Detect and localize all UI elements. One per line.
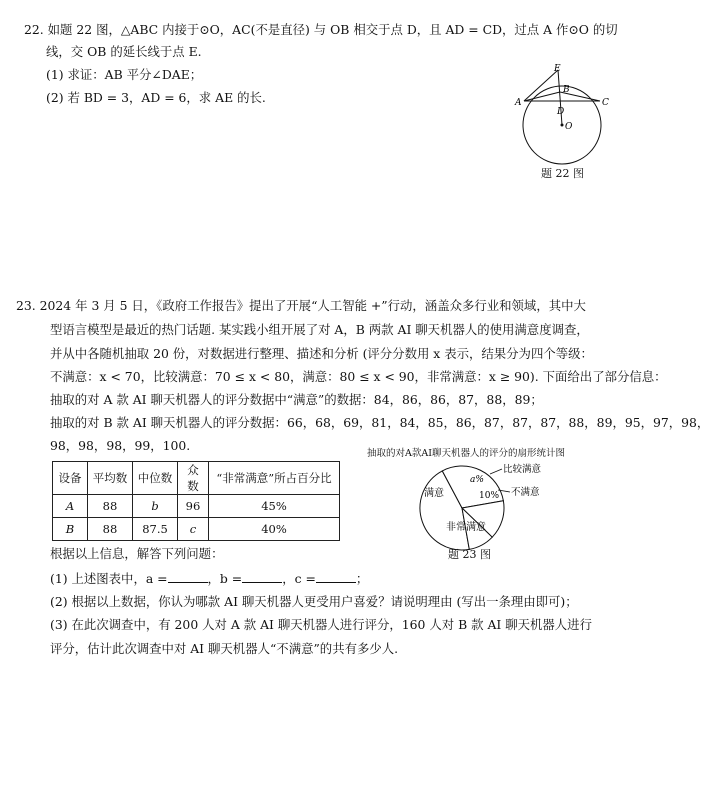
q22-line-1: 22. 如题 22 图，△ABC 内接于⊙O，AC(不是直径) 与 OB 相交于点 D，且 AD = CD，过点 A 作⊙O 的切 (24, 22, 618, 37)
table-header-row (53, 462, 340, 495)
q23-caption: 题 23 图 (448, 548, 491, 561)
q23-part-2: (2) 根据以上数据，你认为哪款 AI 聊天机器人更受用户喜爱？请说明理由 (写出一条理由即可)； (50, 594, 578, 609)
pie-label-unsatisfied: 不满意 (511, 487, 540, 498)
table-row (53, 495, 340, 518)
label-d: D (557, 107, 565, 117)
pie-label-satisfied: 满意 (424, 488, 444, 499)
th-device: 设备 (53, 462, 88, 495)
q23-part-3: (3) 在此次调查中，有 200 人对 A 款 AI 聊天机器人进行评分，160 人对 B 款 AI 聊天机器人进行 (50, 617, 592, 632)
q23-part-3-cont: 评分，估计此次调查中对 AI 聊天机器人“不满意”的共有多少人. (50, 641, 399, 656)
q23-line-2: 型语言模型是最近的热门话题. 某实践小组开展了对 A，B 两款 AI 聊天机器人的使用满意度调查， (50, 322, 589, 337)
cell-mode-a: 96 (178, 495, 209, 518)
th-median: 中位数 (133, 462, 178, 495)
pie-label-a-pct: a% (470, 475, 484, 485)
th-mode: 众数 (178, 462, 209, 495)
q22-line-2: 线，交 OB 的延长线于点 E. (46, 44, 202, 59)
th-very-satisfied-pct: “非常满意”所占百分比 (209, 462, 340, 495)
q22-part-2: (2) 若 BD = 3，AD = 6，求 AE 的长. (46, 90, 266, 105)
q23-line-5: 抽取的对 A 款 AI 聊天机器人的评分数据中“满意”的数据：84，86，86，87，88，89； (50, 392, 543, 407)
cell-device-b: B (53, 518, 88, 541)
q22-part-1: (1) 求证：AB 平分∠DAE； (46, 67, 203, 82)
label-b: B (563, 85, 570, 95)
q23-intro: 根据以上信息，解答下列问题： (50, 546, 224, 561)
cell-pct-b: 40% (209, 518, 340, 541)
q22-geometry-figure (510, 60, 615, 172)
cell-median-b: 87.5 (133, 518, 178, 541)
pie-label-ten-pct: 10% (479, 491, 500, 501)
th-mean: 平均数 (88, 462, 133, 495)
stats-table (52, 461, 340, 541)
cell-mode-b: c (178, 518, 209, 541)
pie-label-fairly: 比较满意 (503, 464, 542, 475)
q23-line-4: 不满意：x < 70，比较满意：70 ≤ x < 80，满意：80 ≤ x < 90，非常满意：x ≥ 90). 下面给出了部分信息： (50, 369, 667, 384)
cell-mean-b: 88 (88, 518, 133, 541)
cell-median-a: b (133, 495, 178, 518)
q23-line-7: 98，98，98，99，100. (50, 438, 191, 453)
label-c: C (602, 98, 609, 108)
q23-line-6: 抽取的对 B 款 AI 聊天机器人的评分数据：66，68，69，81，84，85，86，87，87，87，88，89，95，97，98， (50, 415, 709, 430)
cell-mean-a: 88 (88, 495, 133, 518)
label-e: E (554, 64, 561, 74)
label-o: O (565, 122, 573, 132)
q22-caption: 题 22 图 (541, 167, 584, 180)
cell-device-a: A (53, 495, 88, 518)
pie-title: 抽取的对A款AI聊天机器人的评分的扇形统计图 (367, 448, 565, 459)
q23-line-3: 并从中各随机抽取 20 份，对数据进行整理、描述和分析 (评分分数用 x 表示，结果分为四个等级： (50, 346, 593, 361)
pie-label-very-satisfied: 非常满意 (446, 522, 486, 533)
label-a: A (515, 98, 522, 108)
q23-line-1: 23. 2024 年 3 月 5 日，《政府工作报告》提出了开展“人工智能 +”行动，涵盖众多行业和领域，其中大 (16, 298, 586, 313)
pie-chart (410, 460, 610, 560)
q23-part-1: (1) 上述图表中，a = ，b = ，c = ； (50, 571, 369, 586)
cell-pct-a: 45% (209, 495, 340, 518)
table-row (53, 518, 340, 541)
